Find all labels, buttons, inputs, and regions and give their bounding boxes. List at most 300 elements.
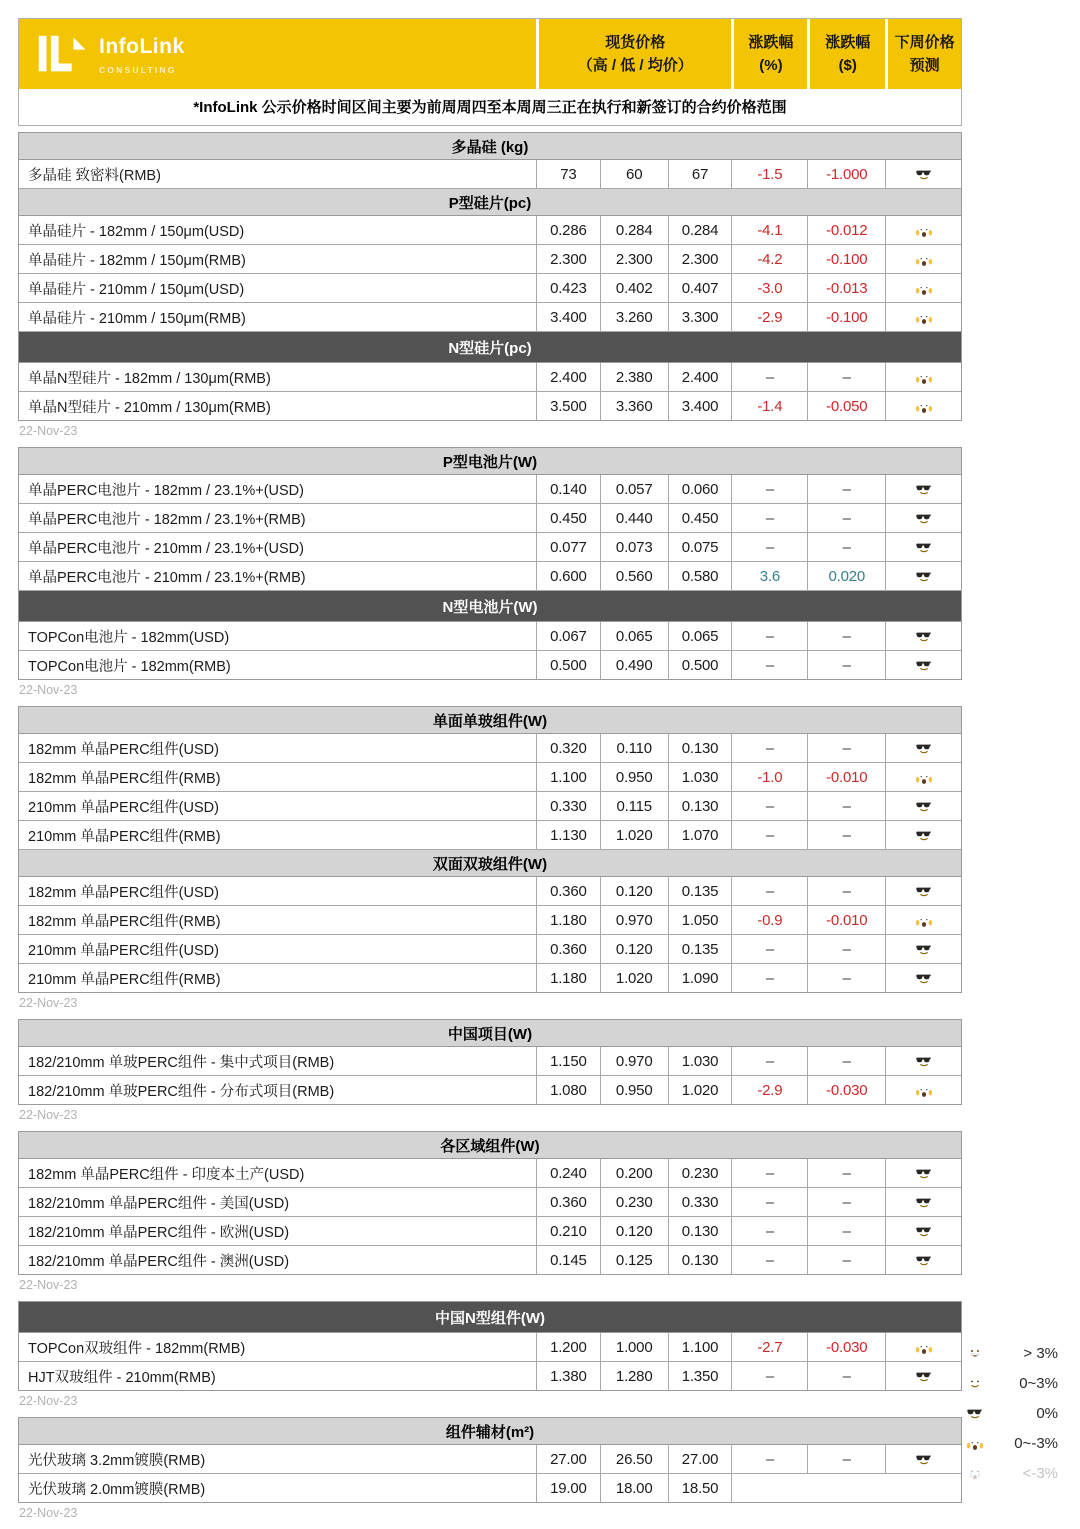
- price-high: 1.100: [536, 763, 600, 791]
- brand-sub: CONSULTING: [99, 65, 177, 76]
- brand-name: InfoLink: [99, 34, 185, 58]
- product-name: 单晶硅片 - 210mm / 150μm(USD): [28, 281, 245, 298]
- price-high: 0.077: [536, 533, 600, 561]
- legend-item: [966, 1458, 1058, 1488]
- price-low: 0.970: [600, 1047, 668, 1075]
- section-header: P型电池片(W): [19, 448, 961, 475]
- price-high: 73: [536, 160, 600, 188]
- forecast-cell: [885, 821, 961, 849]
- sob-emoji-icon: [966, 1464, 984, 1482]
- change-usd: –: [807, 1362, 885, 1390]
- forecast-cell: [885, 1159, 961, 1187]
- change-pct: –: [731, 964, 807, 992]
- top-header: [18, 18, 962, 126]
- table-row: [19, 303, 961, 332]
- forecast-cell: [885, 1246, 961, 1274]
- forecast-cell: [885, 1333, 961, 1361]
- price-avg: 0.130: [668, 1217, 732, 1245]
- change-pct: -1.4: [731, 392, 807, 420]
- date-label: 22-Nov-23: [19, 683, 78, 697]
- price-low: 1.020: [600, 964, 668, 992]
- price-table: [18, 132, 962, 421]
- product-name: 210mm 单晶PERC组件(USD): [28, 799, 219, 816]
- col-header-change-usd: [807, 19, 885, 89]
- sunglasses-emoji-icon: [915, 1367, 933, 1385]
- change-pct: –: [731, 622, 807, 650]
- table-row: [19, 792, 961, 821]
- price-high: 0.286: [536, 216, 600, 244]
- change-pct: –: [731, 1217, 807, 1245]
- table-row: [19, 363, 961, 392]
- product-name: 182/210mm 单晶PERC组件 - 美国(USD): [28, 1195, 290, 1212]
- col-header-spot-price: [536, 19, 732, 89]
- product-name: TOPCon双玻组件 - 182mm(RMB): [28, 1340, 246, 1357]
- price-avg: 0.130: [668, 1246, 732, 1274]
- price-low: 0.950: [600, 1076, 668, 1104]
- price-high: 2.300: [536, 245, 600, 273]
- change-usd: –: [807, 964, 885, 992]
- price-avg: 67: [668, 160, 732, 188]
- change-usd: -0.010: [807, 906, 885, 934]
- product-name: 182/210mm 单晶PERC组件 - 欧洲(USD): [28, 1224, 290, 1241]
- date-label: 22-Nov-23: [19, 424, 78, 438]
- col-label-line: 涨跌幅: [748, 33, 794, 51]
- price-high: 0.320: [536, 734, 600, 762]
- change-usd: –: [807, 475, 885, 503]
- table-row: [19, 1159, 961, 1188]
- price-high: 0.140: [536, 475, 600, 503]
- price-avg: 1.030: [668, 763, 732, 791]
- table-row: [19, 935, 961, 964]
- brand-text: [99, 31, 185, 78]
- price-high: 2.400: [536, 363, 600, 391]
- price-low: 1.000: [600, 1333, 668, 1361]
- section-header: 各区域组件(W): [19, 1132, 961, 1159]
- price-avg: 3.300: [668, 303, 732, 331]
- change-pct: -2.9: [731, 1076, 807, 1104]
- legend-item: [966, 1368, 1058, 1398]
- forecast-cell: [885, 216, 961, 244]
- change-usd: –: [807, 533, 885, 561]
- product-name: 182/210mm 单玻PERC组件 - 集中式项目(RMB): [28, 1054, 335, 1071]
- price-avg: 1.070: [668, 821, 732, 849]
- product-name: 单晶N型硅片 - 182mm / 130μm(RMB): [28, 370, 271, 387]
- col-label-line: 现货价格: [605, 33, 666, 51]
- change-usd: –: [807, 622, 885, 650]
- change-pct: -1.0: [731, 763, 807, 791]
- product-name: 多晶硅 致密料(RMB): [28, 167, 161, 184]
- sunglasses-emoji-icon: [915, 627, 933, 645]
- forecast-cell: [885, 763, 961, 791]
- section-header: N型电池片(W): [19, 591, 961, 622]
- change-pct: –: [731, 1362, 807, 1390]
- price-avg: 27.00: [668, 1445, 732, 1473]
- price-high: 1.180: [536, 964, 600, 992]
- price-avg: 0.330: [668, 1188, 732, 1216]
- forecast-cell: [885, 533, 961, 561]
- price-high: 1.180: [536, 906, 600, 934]
- change-usd: –: [807, 1246, 885, 1274]
- product-name: 单晶硅片 - 182mm / 150μm(RMB): [28, 252, 246, 269]
- product-name: 单晶PERC电池片 - 210mm / 23.1%+(RMB): [28, 569, 306, 586]
- change-pct: -2.9: [731, 303, 807, 331]
- change-usd: –: [807, 1159, 885, 1187]
- price-high: 1.380: [536, 1362, 600, 1390]
- price-avg: 1.350: [668, 1362, 732, 1390]
- forecast-cell: [885, 245, 961, 273]
- date-label: 22-Nov-23: [19, 1278, 78, 1292]
- product-name: 182/210mm 单晶PERC组件 - 澳洲(USD): [28, 1253, 290, 1270]
- legend-label: 0~-3%: [1014, 1434, 1058, 1452]
- price-avg: 0.135: [668, 877, 732, 905]
- price-high: 0.360: [536, 935, 600, 963]
- change-usd: –: [807, 1217, 885, 1245]
- table-row: [19, 1188, 961, 1217]
- sunglasses-emoji-icon: [915, 797, 933, 815]
- forecast-cell: [885, 964, 961, 992]
- scream-emoji-icon: [915, 250, 933, 268]
- price-avg: 2.300: [668, 245, 732, 273]
- brand-logo: [19, 19, 536, 89]
- sunglasses-emoji-icon: [915, 538, 933, 556]
- sunglasses-emoji-icon: [915, 480, 933, 498]
- table-row: [19, 216, 961, 245]
- col-label-line: (%): [759, 57, 783, 74]
- product-name: HJT双玻组件 - 210mm(RMB): [28, 1369, 216, 1386]
- sunglasses-emoji-icon: [915, 739, 933, 757]
- product-name: 182mm 单晶PERC组件(USD): [28, 741, 219, 758]
- section-header: 中国项目(W): [19, 1020, 961, 1047]
- table-row: [19, 1217, 961, 1246]
- legend-label: > 3%: [1023, 1344, 1058, 1362]
- product-name: 单晶PERC电池片 - 182mm / 23.1%+(USD): [28, 482, 304, 499]
- price-high: 0.240: [536, 1159, 600, 1187]
- product-name: 单晶PERC电池片 - 182mm / 23.1%+(RMB): [28, 511, 306, 528]
- change-pct: –: [731, 475, 807, 503]
- product-name: 210mm 单晶PERC组件(RMB): [28, 828, 221, 845]
- price-low: 1.020: [600, 821, 668, 849]
- price-low: 26.50: [600, 1445, 668, 1473]
- forecast-cell: [885, 504, 961, 532]
- table-row: [19, 906, 961, 935]
- price-low: 2.380: [600, 363, 668, 391]
- change-pct: –: [731, 504, 807, 532]
- price-high: 0.423: [536, 274, 600, 302]
- scream-emoji-icon: [915, 368, 933, 386]
- forecast-cell: [885, 792, 961, 820]
- forecast-cell: [885, 877, 961, 905]
- price-low: 0.970: [600, 906, 668, 934]
- table-row: [19, 392, 961, 420]
- table-row: [19, 245, 961, 274]
- price-avg: 1.090: [668, 964, 732, 992]
- change-usd: –: [807, 877, 885, 905]
- change-pct: 3.6: [731, 562, 807, 590]
- price-high: 0.210: [536, 1217, 600, 1245]
- change-pct: -3.0: [731, 274, 807, 302]
- price-low: 0.115: [600, 792, 668, 820]
- section-header: 双面双玻组件(W): [19, 850, 961, 877]
- scream-emoji-icon: [915, 1081, 933, 1099]
- price-low: 0.057: [600, 475, 668, 503]
- price-low: 60: [600, 160, 668, 188]
- date-label: 22-Nov-23: [19, 996, 78, 1010]
- price-sheet: [18, 18, 962, 1529]
- table-row: [19, 734, 961, 763]
- section-header: 单面单玻组件(W): [19, 707, 961, 734]
- price-high: 3.400: [536, 303, 600, 331]
- forecast-cell: [885, 1188, 961, 1216]
- sunglasses-emoji-icon: [915, 165, 933, 183]
- sunglasses-emoji-icon: [915, 882, 933, 900]
- price-low: 1.280: [600, 1362, 668, 1390]
- change-pct: –: [731, 1159, 807, 1187]
- price-low: 0.950: [600, 763, 668, 791]
- sunglasses-emoji-icon: [915, 656, 933, 674]
- price-low: 3.260: [600, 303, 668, 331]
- forecast-cell: [885, 392, 961, 420]
- table-row: [19, 877, 961, 906]
- product-name: 210mm 单晶PERC组件(RMB): [28, 971, 221, 988]
- col-header-forecast: [885, 19, 961, 89]
- sunglasses-emoji-icon: [966, 1404, 984, 1422]
- forecast-cell: [885, 651, 961, 679]
- change-pct: –: [731, 1047, 807, 1075]
- section-header: 中国N型组件(W): [19, 1302, 961, 1333]
- price-low: 18.00: [600, 1474, 668, 1502]
- price-high: 0.500: [536, 651, 600, 679]
- price-table: [18, 1301, 962, 1391]
- sunglasses-emoji-icon: [915, 1164, 933, 1182]
- legend-item: [966, 1398, 1058, 1428]
- section-header: 组件辅材(m²): [19, 1418, 961, 1445]
- table-row: [19, 1246, 961, 1274]
- price-avg: 0.130: [668, 734, 732, 762]
- col-label-line: 涨跌幅: [825, 33, 871, 51]
- change-usd: -0.013: [807, 274, 885, 302]
- change-usd: –: [807, 504, 885, 532]
- sunglasses-emoji-icon: [915, 826, 933, 844]
- price-avg: 18.50: [668, 1474, 732, 1502]
- forecast-cell: [885, 1076, 961, 1104]
- price-low: 0.120: [600, 877, 668, 905]
- product-name: 182/210mm 单玻PERC组件 - 分布式项目(RMB): [28, 1083, 335, 1100]
- price-low: 0.065: [600, 622, 668, 650]
- change-usd: -0.030: [807, 1076, 885, 1104]
- price-avg: 0.284: [668, 216, 732, 244]
- scream-emoji-icon: [915, 308, 933, 326]
- change-usd: -1.000: [807, 160, 885, 188]
- forecast-cell: [885, 363, 961, 391]
- scream-emoji-icon: [915, 911, 933, 929]
- price-table: [18, 1417, 962, 1503]
- price-high: 1.080: [536, 1076, 600, 1104]
- price-avg: 0.500: [668, 651, 732, 679]
- table-row: [19, 562, 961, 591]
- price-low: 0.125: [600, 1246, 668, 1274]
- product-name: TOPCon电池片 - 182mm(RMB): [28, 658, 231, 675]
- price-avg: 0.407: [668, 274, 732, 302]
- change-usd: -0.100: [807, 303, 885, 331]
- scream-emoji-icon: [966, 1434, 984, 1452]
- forecast-cell: [885, 160, 961, 188]
- product-name: 182mm 单晶PERC组件 - 印度本土产(USD): [28, 1166, 305, 1183]
- col-label-line: ($): [838, 57, 857, 74]
- product-name: 182mm 单晶PERC组件(USD): [28, 884, 219, 901]
- table-row: [19, 1474, 961, 1502]
- col-header-change-pct: [731, 19, 807, 89]
- infolink-logo-icon: [37, 32, 89, 76]
- change-usd: –: [807, 935, 885, 963]
- smile-emoji-icon: [966, 1374, 984, 1392]
- section-header: N型硅片(pc): [19, 332, 961, 363]
- table-row: [19, 1076, 961, 1104]
- change-usd: –: [807, 1047, 885, 1075]
- table-row: [19, 1333, 961, 1362]
- product-name: 单晶硅片 - 210mm / 150μm(RMB): [28, 310, 246, 327]
- forecast-cell: [885, 622, 961, 650]
- price-high: 0.450: [536, 504, 600, 532]
- legend-label: 0%: [1036, 1404, 1058, 1422]
- price-low: 0.284: [600, 216, 668, 244]
- legend-label: <-3%: [1022, 1464, 1058, 1482]
- price-high: 3.500: [536, 392, 600, 420]
- change-usd: –: [807, 792, 885, 820]
- forecast-cell: [885, 734, 961, 762]
- forecast-cell: [885, 303, 961, 331]
- scream-emoji-icon: [915, 279, 933, 297]
- price-low: 0.073: [600, 533, 668, 561]
- price-avg: 0.130: [668, 792, 732, 820]
- price-avg: 0.060: [668, 475, 732, 503]
- sunglasses-emoji-icon: [915, 1052, 933, 1070]
- price-low: 0.560: [600, 562, 668, 590]
- product-name: 光伏玻璃 3.2mm镀膜(RMB): [28, 1452, 206, 1469]
- scream-emoji-icon: [915, 397, 933, 415]
- change-usd: -0.012: [807, 216, 885, 244]
- change-pct: –: [731, 533, 807, 561]
- forecast-legend: [966, 1338, 1058, 1488]
- table-row: [19, 504, 961, 533]
- price-avg: 0.065: [668, 622, 732, 650]
- price-note: *InfoLink 公示价格时间区间主要为前周周四至本周周三正在执行和新签订的合约价格范围: [19, 89, 961, 125]
- col-label-line: 预测: [909, 57, 940, 74]
- table-row: [19, 651, 961, 679]
- forecast-cell: [885, 1217, 961, 1245]
- section-header: 多晶硅 (kg): [19, 133, 961, 160]
- change-usd: –: [807, 821, 885, 849]
- price-low: 0.120: [600, 1217, 668, 1245]
- legend-item: [966, 1428, 1058, 1458]
- price-avg: 0.230: [668, 1159, 732, 1187]
- change-usd: –: [807, 1188, 885, 1216]
- product-name: 单晶PERC电池片 - 210mm / 23.1%+(USD): [28, 540, 304, 557]
- price-high: 19.00: [536, 1474, 600, 1502]
- product-name: 210mm 单晶PERC组件(USD): [28, 942, 219, 959]
- sunglasses-emoji-icon: [915, 940, 933, 958]
- product-name: 单晶硅片 - 182mm / 150μm(USD): [28, 223, 245, 240]
- price-avg: 0.580: [668, 562, 732, 590]
- change-usd: -0.100: [807, 245, 885, 273]
- change-usd: 0.020: [807, 562, 885, 590]
- change-pct: –: [731, 363, 807, 391]
- price-avg: 3.400: [668, 392, 732, 420]
- sunglasses-emoji-icon: [915, 1222, 933, 1240]
- price-low: 0.230: [600, 1188, 668, 1216]
- change-pct: -4.2: [731, 245, 807, 273]
- product-name: 光伏玻璃 2.0mm镀膜(RMB): [28, 1481, 206, 1498]
- scream-emoji-icon: [915, 768, 933, 786]
- header-bar: [19, 19, 961, 89]
- change-usd: -0.010: [807, 763, 885, 791]
- price-avg: 1.100: [668, 1333, 732, 1361]
- forecast-cell: [885, 1047, 961, 1075]
- change-pct: -1.5: [731, 160, 807, 188]
- price-avg: 0.135: [668, 935, 732, 963]
- forecast-cell: [885, 1474, 961, 1502]
- change-usd: –: [807, 363, 885, 391]
- forecast-cell: [885, 935, 961, 963]
- table-row: [19, 763, 961, 792]
- table-row: [19, 533, 961, 562]
- col-label-line: 下周价格: [894, 33, 955, 51]
- table-row: [19, 1047, 961, 1076]
- forecast-cell: [885, 1445, 961, 1473]
- forecast-cell: [885, 274, 961, 302]
- change-pct: –: [731, 935, 807, 963]
- price-high: 1.150: [536, 1047, 600, 1075]
- product-name: TOPCon电池片 - 182mm(USD): [28, 629, 230, 646]
- price-low: 2.300: [600, 245, 668, 273]
- price-high: 0.360: [536, 877, 600, 905]
- legend-label: 0~3%: [1019, 1374, 1058, 1392]
- price-low: 3.360: [600, 392, 668, 420]
- legend-item: [966, 1338, 1058, 1368]
- sunglasses-emoji-icon: [915, 509, 933, 527]
- table-row: [19, 160, 961, 189]
- price-low: 0.120: [600, 935, 668, 963]
- change-pct: –: [731, 1246, 807, 1274]
- price-table: [18, 447, 962, 680]
- change-pct: -0.9: [731, 906, 807, 934]
- table-row: [19, 1445, 961, 1474]
- price-avg: 2.400: [668, 363, 732, 391]
- change-pct: –: [731, 821, 807, 849]
- price-low: 0.490: [600, 651, 668, 679]
- price-avg: 1.020: [668, 1076, 732, 1104]
- product-name: 单晶N型硅片 - 210mm / 130μm(RMB): [28, 399, 271, 416]
- table-row: [19, 964, 961, 992]
- sunglasses-emoji-icon: [915, 1193, 933, 1211]
- date-label: 22-Nov-23: [19, 1394, 78, 1408]
- table-row: [19, 475, 961, 504]
- change-pct: –: [731, 1445, 807, 1473]
- sunglasses-emoji-icon: [915, 567, 933, 585]
- price-low: 0.402: [600, 274, 668, 302]
- sunglasses-emoji-icon: [915, 1450, 933, 1468]
- price-avg: 1.050: [668, 906, 732, 934]
- product-name: 182mm 单晶PERC组件(RMB): [28, 913, 221, 930]
- change-pct: [731, 1474, 807, 1502]
- price-avg: 0.450: [668, 504, 732, 532]
- price-high: 27.00: [536, 1445, 600, 1473]
- change-pct: –: [731, 651, 807, 679]
- table-row: [19, 821, 961, 850]
- table-row: [19, 622, 961, 651]
- sunglasses-emoji-icon: [915, 1251, 933, 1269]
- change-pct: -2.7: [731, 1333, 807, 1361]
- change-usd: –: [807, 1445, 885, 1473]
